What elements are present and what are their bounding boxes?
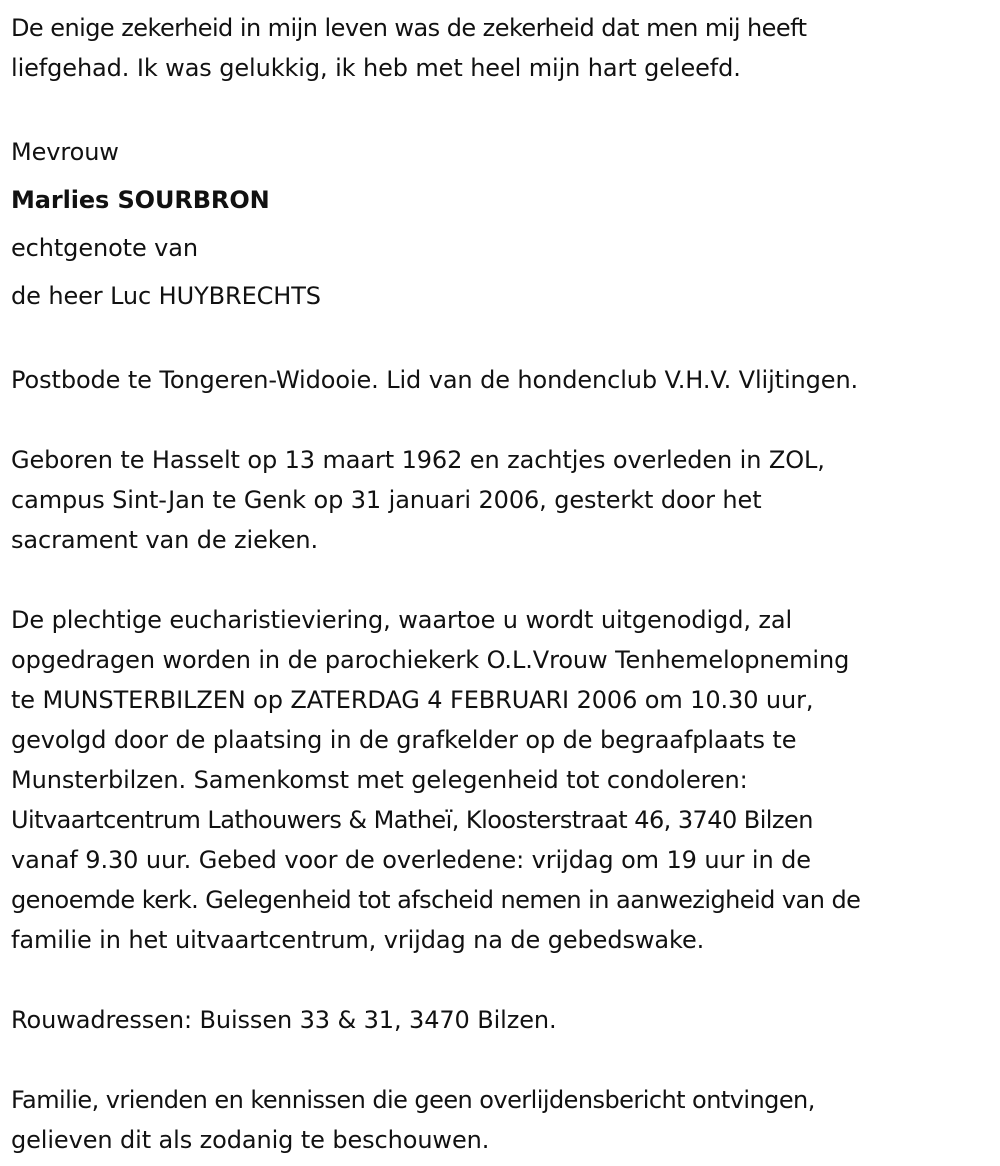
person-name: Marlies SOURBRON bbox=[11, 186, 270, 214]
birth-death-line: Geboren te Hasselt op 13 maart 1962 en zachtjes overleden in ZOL, bbox=[11, 446, 825, 474]
ceremony-line: gevolgd door de plaatsing in de grafkelder op de begraafplaats te bbox=[11, 726, 797, 754]
intro-quote bbox=[11, 8, 996, 88]
closing-line: gelieven dit als zodanig te beschouwen. bbox=[11, 1126, 490, 1154]
obituary-document bbox=[11, 8, 996, 1160]
person-spouse: de heer Luc HUYBRECHTS bbox=[11, 282, 321, 310]
person-title: Mevrouw bbox=[11, 138, 119, 166]
ceremony-line: te MUNSTERBILZEN op ZATERDAG 4 FEBRUARI 2006 om 10.30 uur, bbox=[11, 686, 814, 714]
occupation-paragraph bbox=[11, 360, 996, 400]
ceremony-line: genoemde kerk. Gelegenheid tot afscheid nemen in aanwezigheid van de bbox=[11, 886, 861, 914]
spacer bbox=[11, 560, 996, 600]
spacer bbox=[11, 88, 996, 128]
ceremony-line: De plechtige eucharistieviering, waartoe u wordt uitgenodigd, zal bbox=[11, 606, 793, 634]
birth-death-line: sacrament van de zieken. bbox=[11, 526, 319, 554]
spacer bbox=[11, 320, 996, 360]
birth-death-line: campus Sint-Jan te Genk op 31 januari 2006, gesterkt door het bbox=[11, 486, 762, 514]
occupation-line: Postbode te Tongeren-Widooie. Lid van de hondenclub V.H.V. Vlijtingen. bbox=[11, 366, 859, 394]
ceremony-line: familie in het uitvaartcentrum, vrijdag na de gebedswake. bbox=[11, 926, 705, 954]
person-block bbox=[11, 128, 996, 320]
ceremony-line: Munsterbilzen. Samenkomst met gelegenheid tot condoleren: bbox=[11, 766, 748, 794]
ceremony-paragraph bbox=[11, 600, 996, 960]
address-line: Rouwadressen: Buissen 33 & 31, 3470 Bilzen. bbox=[11, 1006, 557, 1034]
ceremony-line: Uitvaartcentrum Lathouwers & Matheï, Kloosterstraat 46, 3740 Bilzen bbox=[11, 806, 813, 834]
ceremony-line: vanaf 9.30 uur. Gebed voor de overledene: vrijdag om 19 uur in de bbox=[11, 846, 811, 874]
birth-death-paragraph bbox=[11, 440, 996, 560]
spacer bbox=[11, 400, 996, 440]
closing-line: Familie, vrienden en kennissen die geen overlijdensbericht ontvingen, bbox=[11, 1086, 815, 1114]
ceremony-line: opgedragen worden in de parochiekerk O.L.Vrouw Tenhemelopneming bbox=[11, 646, 850, 674]
spacer bbox=[11, 960, 996, 1000]
intro-line: liefgehad. Ik was gelukkig, ik heb met heel mijn hart geleefd. bbox=[11, 54, 741, 82]
closing-paragraph bbox=[11, 1080, 996, 1160]
spacer bbox=[11, 1040, 996, 1080]
person-relation: echtgenote van bbox=[11, 234, 199, 262]
address-paragraph bbox=[11, 1000, 996, 1040]
intro-line: De enige zekerheid in mijn leven was de zekerheid dat men mij heeft bbox=[11, 14, 807, 42]
